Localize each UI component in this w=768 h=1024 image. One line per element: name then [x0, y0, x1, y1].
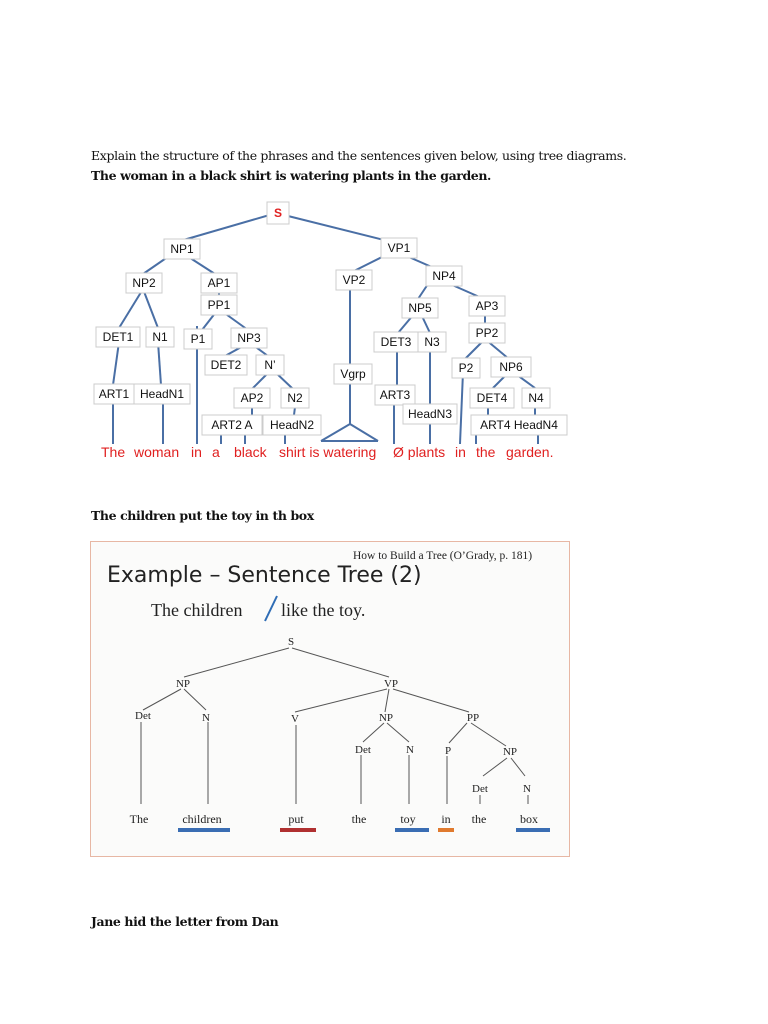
svg-text:PP1: PP1 — [207, 298, 231, 312]
node-n3 — [418, 332, 446, 352]
node-np6 — [491, 357, 531, 377]
svg-text:NP5: NP5 — [408, 301, 432, 315]
node-det1 — [96, 327, 140, 347]
sentence-tree-slide-svg — [91, 542, 569, 856]
node-ap2 — [234, 388, 270, 408]
word-garden: garden. — [506, 444, 554, 460]
slide-source: How to Build a Tree (O’Grady, p. 181) — [353, 550, 533, 562]
svg-text:N2: N2 — [287, 391, 303, 405]
node-np3 — [231, 328, 267, 348]
node-vp1 — [381, 238, 417, 258]
underline-toy — [395, 828, 429, 832]
t2-node-v: V — [291, 713, 299, 725]
svg-text:N4: N4 — [528, 391, 544, 405]
svg-text:Vgrp: Vgrp — [340, 367, 366, 381]
word-black: black — [234, 444, 267, 460]
t2-word-put: put — [288, 812, 304, 826]
sentence-3: Jane hid the letter from Dan — [91, 914, 279, 929]
node-headn3 — [403, 404, 457, 424]
svg-text:N’: N’ — [264, 358, 276, 372]
tree-2-edges — [141, 648, 528, 804]
underline-in — [438, 828, 454, 832]
t2-node-det: Det — [135, 710, 151, 722]
t2-word-in: in — [441, 812, 451, 826]
slide-example-divider — [265, 596, 277, 621]
node-vp2 — [336, 270, 372, 290]
t2-word-the-2: the — [351, 812, 367, 826]
node-det4 — [470, 388, 514, 408]
t2-node-pp: PP — [466, 712, 480, 724]
svg-text:NP1: NP1 — [170, 242, 194, 256]
svg-text:HeadN1: HeadN1 — [139, 387, 185, 401]
svg-text:ART2 A: ART2 A — [211, 418, 253, 432]
t2-node-n2: N — [406, 744, 414, 756]
svg-text:DET2: DET2 — [210, 358, 242, 372]
node-pp2 — [469, 323, 505, 343]
node-ap3 — [469, 296, 505, 316]
svg-text:N1: N1 — [152, 330, 168, 344]
svg-text:VP2: VP2 — [342, 273, 366, 287]
node-det3 — [374, 332, 418, 352]
sentence-1: The woman in a black shirt is watering plants in the garden. — [91, 168, 491, 183]
node-art4headn4 — [471, 415, 567, 435]
tree-2-words — [130, 812, 538, 826]
word-in: in — [191, 444, 202, 460]
svg-text:S: S — [273, 206, 283, 220]
slide-title: Example – Sentence Tree (2) — [107, 563, 422, 588]
node-p2 — [452, 358, 480, 378]
t2-node-n3: N — [523, 783, 531, 795]
node-headn2 — [263, 415, 321, 435]
node-pp1 — [201, 295, 237, 315]
tree-diagram-1-svg — [88, 196, 588, 466]
word-plants: Ø plants — [393, 444, 446, 460]
svg-text:AP2: AP2 — [240, 391, 264, 405]
svg-text:NP3: NP3 — [237, 331, 261, 345]
sentence-tree-slide — [90, 541, 570, 857]
node-n1 — [146, 327, 174, 347]
slide-example-left: The children — [151, 600, 243, 620]
svg-text:NP6: NP6 — [499, 360, 523, 374]
svg-text:PP2: PP2 — [475, 326, 499, 340]
node-ap1 — [201, 273, 237, 293]
svg-text:AP1: AP1 — [207, 276, 231, 290]
node-det2 — [205, 355, 247, 375]
word-in-2: in — [455, 444, 466, 460]
node-np1 — [164, 239, 200, 259]
svg-text:AP3: AP3 — [475, 299, 499, 313]
tree-1-nodes — [94, 202, 567, 435]
t2-node-s: S — [287, 636, 295, 648]
t2-node-np: NP — [175, 678, 191, 690]
word-a: a — [212, 444, 220, 460]
node-np5 — [402, 298, 438, 318]
tree-1-words — [101, 444, 553, 460]
svg-text:HeadN2: HeadN2 — [269, 418, 315, 432]
svg-text:DET1: DET1 — [102, 330, 134, 344]
word-shirt-is-watering: shirt is watering — [279, 444, 377, 460]
svg-text:HeadN3: HeadN3 — [407, 407, 453, 421]
t2-word-the: The — [129, 812, 149, 826]
svg-text:NP4: NP4 — [432, 269, 456, 283]
tree-diagram-1 — [88, 196, 588, 466]
svg-text:DET4: DET4 — [476, 391, 508, 405]
node-s — [267, 202, 289, 224]
t2-word-children: children — [182, 812, 222, 826]
t2-word-box: box — [520, 812, 538, 826]
svg-text:ART4 HeadN4: ART4 HeadN4 — [480, 418, 558, 432]
sentence-2: The children put the toy in th box — [91, 508, 314, 523]
t2-node-n: N — [202, 712, 210, 724]
word-woman: woman — [134, 444, 180, 460]
svg-text:ART1: ART1 — [98, 387, 130, 401]
svg-text:VP1: VP1 — [387, 241, 411, 255]
svg-text:P1: P1 — [190, 332, 206, 346]
word-the-2: the — [476, 444, 496, 460]
slide-example-right: like the toy. — [281, 600, 366, 620]
node-art3 — [375, 385, 415, 405]
t2-word-toy: toy — [400, 812, 416, 826]
node-np4 — [426, 266, 462, 286]
underline-box — [516, 828, 550, 832]
node-n4 — [522, 388, 550, 408]
t2-node-det2: Det — [355, 744, 371, 756]
t2-node-np3: NP — [502, 746, 518, 758]
t2-node-np2: NP — [378, 712, 394, 724]
node-p1 — [184, 329, 212, 349]
node-n2 — [281, 388, 309, 408]
underline-put — [280, 828, 316, 832]
underline-children — [178, 828, 230, 832]
tree-2-underlines — [178, 828, 550, 832]
node-nbar — [256, 355, 284, 375]
t2-node-det3: Det — [472, 783, 488, 795]
svg-text:ART3: ART3 — [379, 388, 411, 402]
svg-text:P2: P2 — [458, 361, 474, 375]
node-headn1 — [134, 384, 190, 404]
node-np2 — [126, 273, 162, 293]
node-art2a — [202, 415, 262, 435]
t2-node-p: P — [444, 745, 452, 757]
node-art1 — [94, 384, 134, 404]
instruction-text: Explain the structure of the phrases and the sentences given below, using tree diagrams. — [91, 148, 627, 163]
t2-word-the-3: the — [471, 812, 487, 826]
svg-text:NP2: NP2 — [132, 276, 156, 290]
word-the: The — [101, 444, 126, 460]
node-vgrp — [334, 364, 372, 384]
svg-text:N3: N3 — [424, 335, 440, 349]
svg-text:DET3: DET3 — [380, 335, 412, 349]
t2-node-vp: VP — [383, 678, 399, 690]
